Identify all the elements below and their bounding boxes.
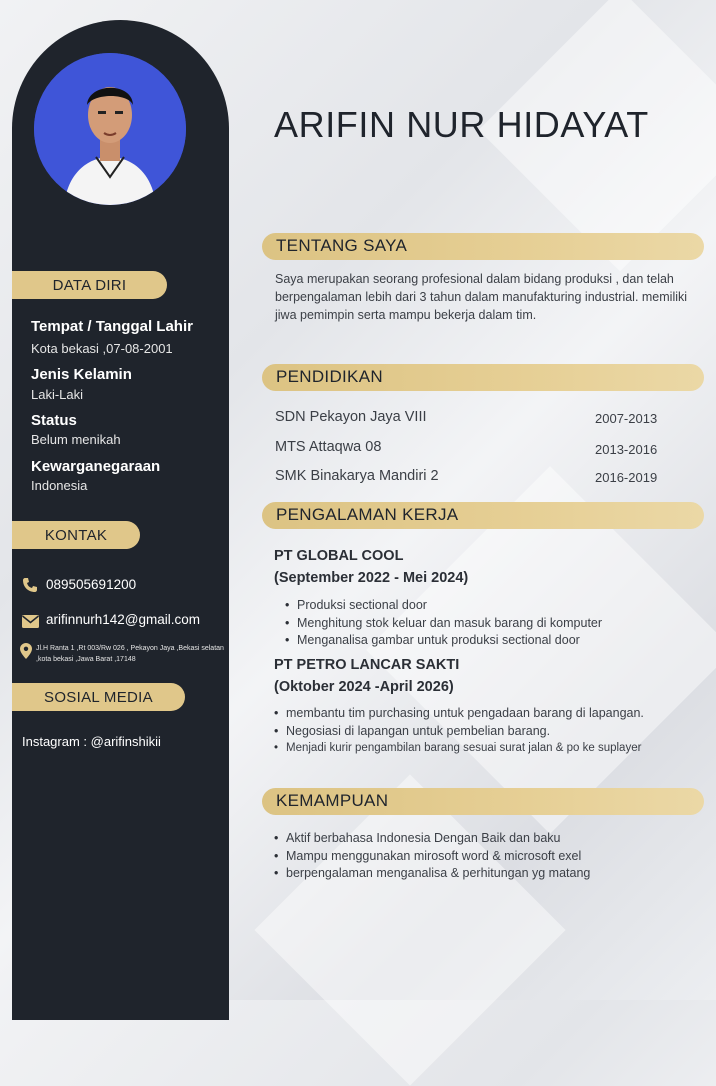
experience-heading: PENGALAMAN KERJA <box>276 505 459 524</box>
location-pin-icon <box>20 643 32 663</box>
kontak-heading-label: KONTAK <box>44 526 108 544</box>
sosial-media-heading-label: SOSIAL MEDIA <box>44 688 153 706</box>
job-company: PT GLOBAL COOL <box>274 548 404 564</box>
education-years: 2007-2013 <box>595 411 658 426</box>
nationality-value: Indonesia <box>31 478 88 493</box>
gender-value: Laki-Laki <box>31 387 84 402</box>
education-school: SDN Pekayon Jaya VIII <box>275 409 427 425</box>
skills-heading: KEMAMPUAN <box>276 791 389 810</box>
data-diri-heading <box>12 271 167 299</box>
list-item: • membantu tim purchasing untuk pengadaan barang di lapangan. <box>274 705 654 723</box>
list-item: • berpengalaman menganalisa & perhitungan yg matang <box>274 865 694 883</box>
job-period: (September 2022 - Mei 2024) <box>274 570 469 586</box>
kontak-heading <box>12 521 140 549</box>
gender-label: Jenis Kelamin <box>31 366 132 383</box>
experience-heading-bar <box>262 502 704 529</box>
education-school: SMK Binakarya Mandiri 2 <box>275 468 439 484</box>
instagram-handle[interactable]: Instagram : @arifinshikii <box>22 734 161 749</box>
email-icon <box>22 613 39 632</box>
education-heading: PENDIDIKAN <box>276 367 383 386</box>
job-period: (Oktober 2024 -April 2026) <box>274 679 454 695</box>
about-heading: TENTANG SAYA <box>276 236 408 255</box>
phone-icon <box>22 577 38 597</box>
list-item: • Produksi sectional door <box>285 597 695 615</box>
skills-heading-bar <box>262 788 704 815</box>
email-address[interactable]: arifinnurh142@gmail.com <box>46 612 201 627</box>
phone-number[interactable]: 089505691200 <box>46 577 137 592</box>
about-heading-bar <box>262 233 704 260</box>
job-company: PT PETRO LANCAR SAKTI <box>274 657 460 673</box>
page-title: ARIFIN NUR HIDAYAT <box>274 104 649 145</box>
birth-value: Kota bekasi ,07-08-2001 <box>31 341 173 356</box>
status-label: Status <box>31 412 77 429</box>
birth-label: Tempat / Tanggal Lahir <box>31 318 193 335</box>
status-value: Belum menikah <box>31 432 121 447</box>
job-duties-list <box>274 705 654 758</box>
address-text: Jl.H Ranta 1 ,Rt 003/Rw 026 , Pekayon Jaya ,Bekasi selatan ,kota bekasi ,Jawa Barat ,17148 <box>36 645 224 663</box>
profile-photo <box>34 53 186 205</box>
list-item: • Negosiasi di lapangan untuk pembelian barang. <box>274 723 654 741</box>
background-shape <box>254 774 565 1085</box>
education-school: MTS Attaqwa 08 <box>275 439 382 455</box>
list-item: • Menghitung stok keluar dan masuk barang di komputer <box>285 615 695 633</box>
education-heading-bar <box>262 364 704 391</box>
job-duties-list <box>285 597 695 650</box>
nationality-label: Kewarganegaraan <box>31 458 161 475</box>
about-text: Saya merupakan seorang profesional dalam bidang produksi , dan telah berpengalaman lebih dari 3 tahun dalam manufakturing industrial. memiliki jiwa pemimpin serta mampu bekerja dalam tim. <box>275 272 688 322</box>
list-item: • Aktif berbahasa Indonesia Dengan Baik dan baku <box>274 830 694 848</box>
list-item: • Mampu menggunakan mirosoft word & microsoft exel <box>274 848 694 866</box>
education-years: 2013-2016 <box>595 442 658 457</box>
data-diri-heading-label: DATA DIRI <box>52 276 127 294</box>
sosial-media-heading <box>12 683 185 711</box>
list-item: • Menjadi kurir pengambilan barang sesuai surat jalan & po ke suplayer <box>274 740 706 758</box>
skills-list <box>274 830 694 883</box>
education-years: 2016-2019 <box>595 470 658 485</box>
list-item: • Menganalisa gambar untuk produksi sectional door <box>285 632 695 650</box>
